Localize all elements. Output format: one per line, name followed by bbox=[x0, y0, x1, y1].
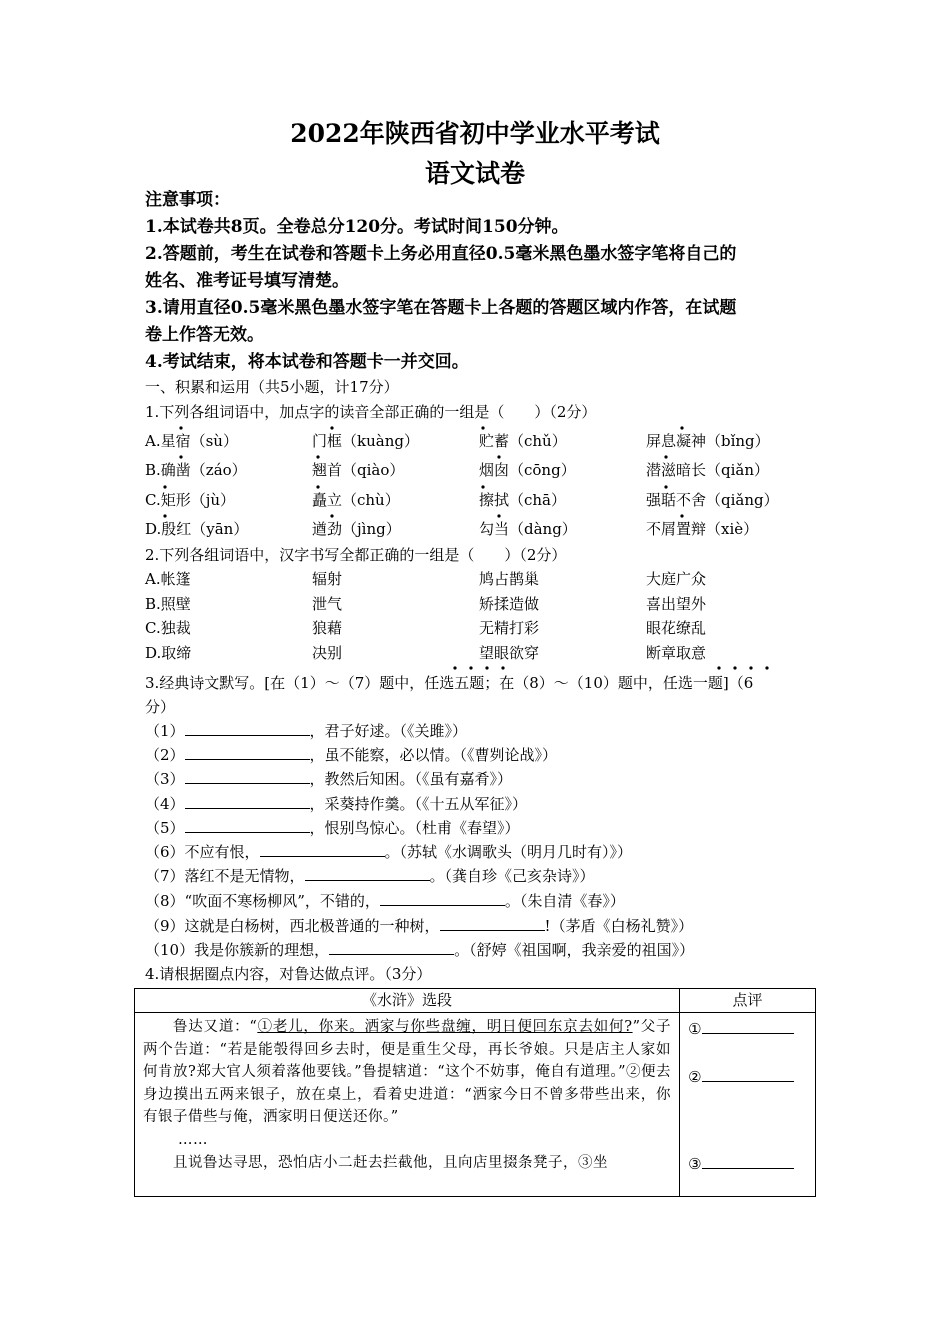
notice-item-2-line-1: 2.答题前，考生在试卷和答题卡上务必用直径0.5毫米黑色墨水签字笔将自己的 bbox=[145, 244, 737, 264]
q2-option-a-4: 大庭广众 bbox=[646, 570, 707, 588]
question-3-stem-line-2: 分） bbox=[145, 698, 176, 716]
q2-option-b-4: 喜出望外 bbox=[646, 595, 707, 613]
q1-option-a-2: 门框（kuàng） bbox=[312, 432, 419, 450]
q2-option-d-3: 望眼欲穿 bbox=[479, 644, 540, 662]
notice-item-2-line-2: 姓名、准考证号填写清楚。 bbox=[145, 271, 349, 291]
q3-item-2-prefix: （2） bbox=[145, 746, 185, 764]
q3-item-1-prefix: （1） bbox=[145, 722, 185, 740]
q1-option-c-1: C.矩形（jù） bbox=[145, 491, 236, 509]
passage-p2: 且说鲁达寻思，恐怕店小二赶去拦截他，且向店里掇条凳子，③坐 bbox=[173, 1154, 608, 1171]
comment-2-blank[interactable] bbox=[702, 1065, 794, 1082]
q3-item-3-suffix: ，教然后知困。（《虽有嘉肴》） bbox=[309, 770, 513, 788]
q3-item-2-suffix: ，虽不能察，必以情。（《曹刿论战》） bbox=[309, 746, 558, 764]
question-4-stem: 4.请根据圈点内容，对鲁达做点评。（3分） bbox=[145, 965, 432, 983]
passage-cell bbox=[135, 1013, 680, 1197]
comment-cell bbox=[680, 1013, 816, 1197]
q1-option-b-4: 潜滋暗长（qiǎn） bbox=[646, 461, 770, 479]
q1-option-c-3: 擦拭（chā） bbox=[479, 491, 567, 509]
q2-option-d-2: 决别 bbox=[312, 644, 343, 662]
comment-1-blank[interactable] bbox=[702, 1017, 794, 1034]
q3-item-4-blank[interactable] bbox=[185, 792, 310, 809]
passage-p1-start: 鲁达又道：“ bbox=[173, 1019, 258, 1035]
passage-p1-rest: ”父子两个告道：“若是能彀得回乡去时，便是重生父母，再长爷娘。只是店主人家如何肯放?郑大官人须着落他要钱。”鲁提辖道：“这个不妨事，俺自有道理。”②便去身边摸出五两来银子，放在桌上，看着史进道：“洒家今日不曾多带些出来，你有银子借些与俺，洒家明日便送还你。” bbox=[143, 1019, 672, 1126]
q3-item-8-prefix: （8）“吹面不寒杨柳风”，不错的， bbox=[145, 892, 380, 910]
notice-item-4: 4.考试结束，将本试卷和答题卡一并交回。 bbox=[145, 352, 469, 372]
notice-item-3-line-1: 3.请用直径0.5毫米黑色墨水签字笔在答题卡上各题的答题区域内作答，在试题 bbox=[145, 298, 737, 318]
q2-option-b-3: 矫揉造做 bbox=[479, 595, 540, 613]
q1-option-a-1: A.星宿（sù） bbox=[145, 432, 238, 450]
q1-option-d-3: 勾当（dàng） bbox=[479, 520, 577, 538]
q1-option-b-1: B.确凿（záo） bbox=[145, 461, 247, 479]
q2-option-c-2: 狼藉 bbox=[312, 619, 343, 637]
q3-item-4-prefix: （4） bbox=[145, 795, 185, 813]
q2-option-a-1: A.帐篷 bbox=[145, 570, 191, 588]
q3-item-10 bbox=[145, 938, 694, 961]
notice-heading: 注意事项： bbox=[145, 190, 230, 210]
comment-3 bbox=[688, 1152, 815, 1174]
q3-item-9 bbox=[145, 914, 693, 937]
q3-item-3-blank[interactable] bbox=[185, 767, 310, 784]
passage-ellipsis: …… bbox=[178, 1131, 208, 1148]
q3-item-9-blank[interactable] bbox=[440, 914, 545, 931]
q3-item-3 bbox=[145, 767, 512, 790]
section-1-heading: 一、积累和运用（共5小题，计17分） bbox=[145, 378, 399, 396]
q3-item-4 bbox=[145, 792, 527, 815]
q3-item-8 bbox=[145, 889, 625, 912]
q3-item-2-blank[interactable] bbox=[185, 743, 310, 760]
comment-3-blank[interactable] bbox=[702, 1152, 794, 1169]
comment-2-number: ② bbox=[688, 1068, 702, 1086]
q3-item-3-prefix: （3） bbox=[145, 770, 185, 788]
q3-item-6 bbox=[145, 840, 632, 863]
passage-underlined-1: ①老儿，你来。洒家与你些盘缠，明日便回东京去如何? bbox=[257, 1019, 633, 1035]
exam-subtitle: 语文试卷 bbox=[424, 159, 525, 188]
q2-option-a-2: 辐射 bbox=[312, 570, 343, 588]
q2-option-c-3: 无精打彩 bbox=[479, 619, 540, 637]
comment-column-header: 点评 bbox=[680, 989, 816, 1013]
q3-item-9-prefix: （9）这就是白杨树，西北极普通的一种树， bbox=[145, 917, 440, 935]
q2-option-c-4: 眼花缭乱 bbox=[646, 619, 707, 637]
q3-item-7-suffix: 。（龚自珍《己亥杂诗》） bbox=[429, 867, 595, 885]
question-3-stem-line-1: 3.经典诗文默写。[在（1）～（7）题中，任选五题；在（8）～（10）题中，任选一题]（6 bbox=[145, 674, 754, 692]
q1-option-b-2: 翘首（qiào） bbox=[312, 461, 405, 479]
q1-option-a-3: 贮蓄（chǔ） bbox=[479, 432, 567, 450]
q3-item-2 bbox=[145, 743, 557, 766]
q1-option-d-4: 不屑置辩（xiè） bbox=[646, 520, 759, 538]
q3-item-5 bbox=[145, 816, 520, 839]
question-2-stem: 2.下列各组词语中，汉字书写全都正确的一组是（ ）（2分） bbox=[145, 546, 567, 564]
q1-option-c-4: 强聒不舍（qiǎng） bbox=[646, 491, 779, 509]
q3-item-6-blank[interactable] bbox=[260, 840, 385, 857]
q3-item-5-suffix: ，恨别鸟惊心。（杜甫《春望》） bbox=[309, 819, 520, 837]
q1-option-a-4: 屏息凝神（bǐng） bbox=[646, 432, 770, 450]
q3-item-5-blank[interactable] bbox=[185, 816, 310, 833]
q3-item-7 bbox=[145, 864, 595, 887]
q3-item-8-blank[interactable] bbox=[380, 889, 505, 906]
q3-item-10-blank[interactable] bbox=[329, 938, 454, 955]
q3-item-10-suffix: 。（舒婷《祖国啊，我亲爱的祖国》） bbox=[454, 941, 695, 959]
q2-option-d-1: D.取缔 bbox=[145, 644, 192, 662]
q3-item-9-suffix: !（茅盾《白杨礼赞》） bbox=[544, 917, 694, 935]
comment-3-number: ③ bbox=[688, 1155, 702, 1173]
q3-item-1 bbox=[145, 719, 467, 742]
notice-item-3-line-2: 卷上作答无效。 bbox=[145, 325, 264, 345]
q3-item-7-blank[interactable] bbox=[305, 864, 430, 881]
q3-item-10-prefix: （10）我是你簇新的理想， bbox=[145, 941, 330, 959]
q3-item-6-suffix: 。（苏轼《水调歌头（明月几时有）》） bbox=[384, 843, 633, 861]
comment-1-number: ① bbox=[688, 1020, 702, 1038]
q2-option-d-4: 断章取意 bbox=[646, 644, 707, 662]
q1-option-d-1: D.殷红（yān） bbox=[145, 520, 249, 538]
q2-option-b-2: 泄气 bbox=[312, 595, 343, 613]
comment-1 bbox=[688, 1017, 815, 1039]
q2-option-b-1: B.照壁 bbox=[145, 595, 191, 613]
comment-list bbox=[680, 1017, 815, 1174]
passage-column-header: 《水浒》选段 bbox=[135, 989, 680, 1013]
q3-item-8-suffix: 。（朱自清《春》） bbox=[504, 892, 625, 910]
question-1-stem: 1.下列各组词语中，加点字的读音全部正确的一组是（ ）（2分） bbox=[145, 403, 597, 421]
notice-item-1: 1.本试卷共8页。全卷总分120分。考试时间150分钟。 bbox=[145, 217, 569, 237]
q1-option-c-2: 矗立（chù） bbox=[312, 491, 400, 509]
comment-2 bbox=[688, 1065, 815, 1087]
passage-text bbox=[135, 1013, 679, 1178]
q3-item-1-blank[interactable] bbox=[185, 719, 310, 736]
q1-emphasis-dots bbox=[0, 420, 950, 560]
q3-item-4-suffix: ，采葵持作羹。（《十五从军征》） bbox=[309, 795, 528, 813]
question-4-table bbox=[134, 988, 816, 1197]
q2-option-c-1: C.独裁 bbox=[145, 619, 191, 637]
q2-option-a-3: 鸠占鹊巢 bbox=[479, 570, 540, 588]
q3-item-1-suffix: ，君子好逑。（《关雎》） bbox=[309, 722, 468, 740]
q3-item-6-prefix: （6）不应有恨， bbox=[145, 843, 260, 861]
q1-option-d-2: 遒劲（jìng） bbox=[312, 520, 401, 538]
q3-item-5-prefix: （5） bbox=[145, 819, 185, 837]
exam-title: 2022年陕西省初中学业水平考试 bbox=[290, 119, 660, 148]
q3-item-7-prefix: （7）落红不是无情物， bbox=[145, 867, 305, 885]
q1-option-b-3: 烟囱（cōng） bbox=[479, 461, 576, 479]
